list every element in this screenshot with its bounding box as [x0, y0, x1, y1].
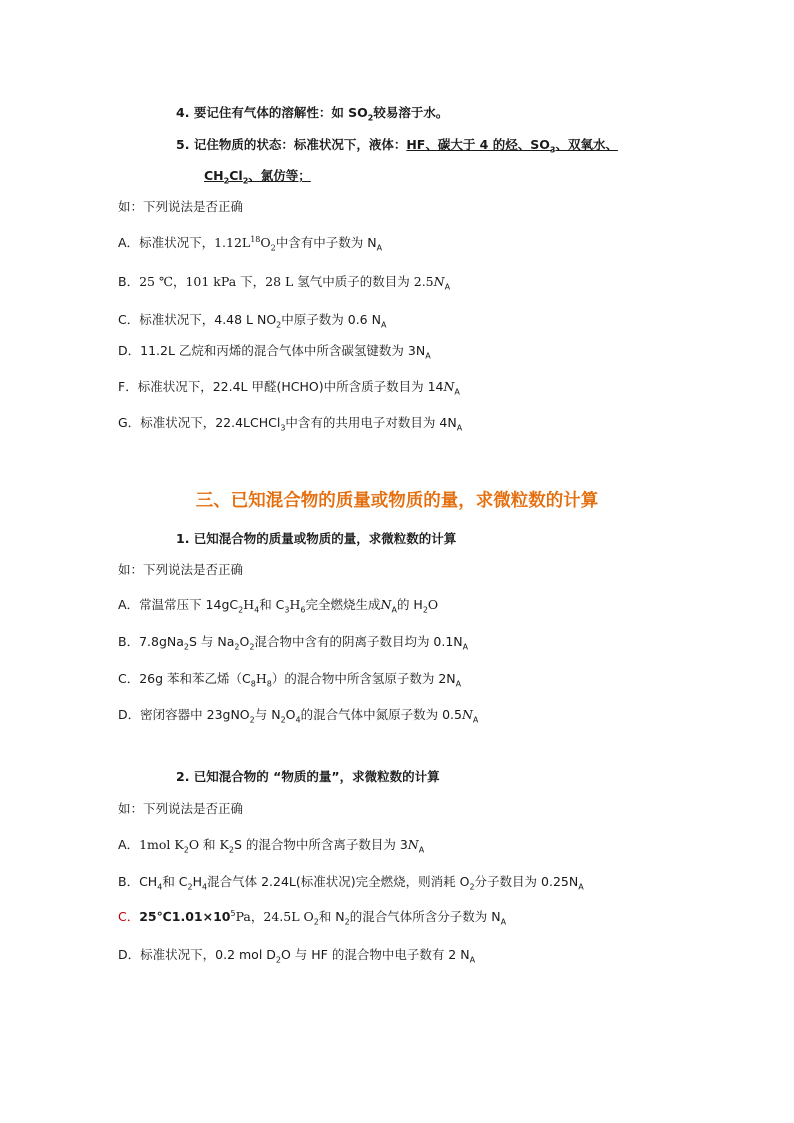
option-c: C．标准状况下，4.48 L $NO_2$中原子数为 0.6 $N_A$	[118, 312, 387, 330]
option-b: B．7.8gNa$_2$S 与 $Na_2O_2$混合物中含有的阴离子数目均为 $0.1N_A$	[118, 634, 469, 652]
subsection-1-title: 1. 已知混合物的质量或物质的量，求微粒数的计算	[176, 531, 457, 546]
intro-text: 如：下列说法是否正确	[118, 801, 244, 816]
option-a: A．1mol $K_2O$ 和 $K_2S$ 的混合物中所含离子数目为 $3N_A$	[118, 837, 425, 855]
option-b: B．25 ℃，101 kPa 下，28 L 氢气中质子的数目为 $2.5N_A$	[118, 274, 451, 292]
option-a: A．标准状况下，$1.12L^{18}O_2$中含有中子数为 $N_A$	[118, 234, 383, 253]
intro-text: 如：下列说法是否正确	[118, 199, 244, 214]
option-d: D．密闭容器中 23gNO$_2$与 $N_2O_4$的混合气体中氮原子数为 $0.5N_A$	[118, 707, 479, 725]
option-a: A．常温常压下 $14gC_2H_4$和 $C_3H_6$完全燃烧生成$N_A$的 $H_2O$	[118, 597, 439, 615]
option-b: B．$CH_4$和 $C_2H_4$混合气体 2.24L(标准状况)完全燃烧，则消耗 $O_2$分子数目为 $0.25N_A$	[118, 874, 584, 892]
intro-text: 如：下列说法是否正确	[118, 562, 244, 577]
option-c: C．$25℃1.01\times 10^5Pa$，24.5L $O_2$和 $N_2$的混合气体所含分子数为 $N_A$	[118, 908, 507, 927]
rule-4: 4. 要记住有气体的溶解性：如 $SO_2$较易溶于水。	[176, 105, 449, 123]
subsection-2-title: 2. 已知混合物的 “物质的量”，求微粒数的计算	[176, 769, 440, 784]
option-d: D．11.2L 乙烷和丙烯的混合气体中所含碳氢键数为 $3N_A$	[118, 343, 431, 361]
option-d: D．标准状况下，0.2 mol $D_2O$ 与 HF 的混合物中电子数有 2 $N_A$	[118, 947, 476, 965]
section-heading: 三、已知混合物的质量或物质的量，求微粒数的计算	[195, 491, 599, 511]
option-f: F．标准状况下，22.4L 甲醛(HCHO)中所含质子数目为 $14N_A$	[118, 379, 460, 397]
option-g: G．标准状况下，22.4LCHCl$_3$中含有的共用电子对数目为 $4N_A$	[118, 415, 463, 433]
option-c: C．26g 苯和苯乙烯$(C_8H_8)$的混合物中所含氢原子数为 $2N_A$	[118, 671, 462, 689]
rule-5-continued: $CH_2Cl_2$、氯仿等；	[204, 168, 311, 186]
rule-5: 5. 记住物质的状态：标准状况下，液体：HF、碳大于 4 的烃、$SO_3$、双氧水、	[176, 137, 618, 155]
